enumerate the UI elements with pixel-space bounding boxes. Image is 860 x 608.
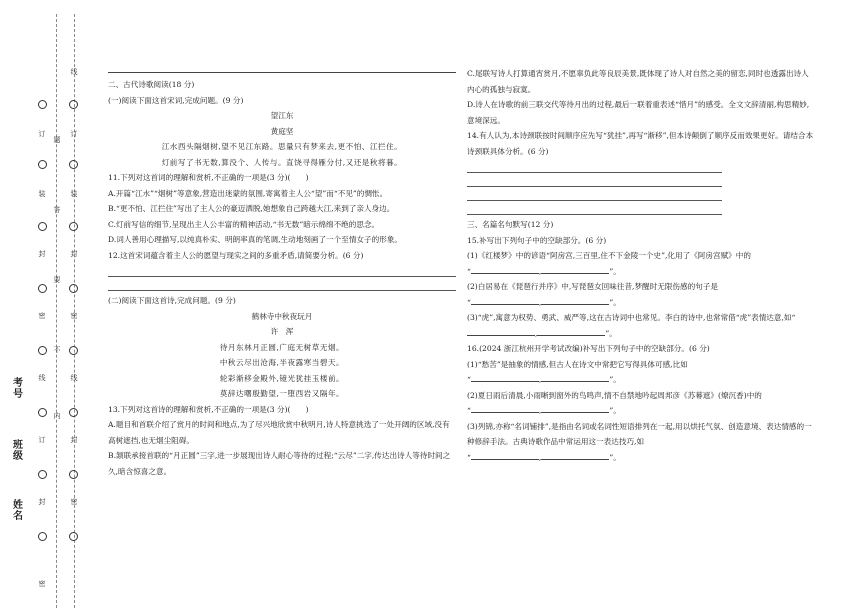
notice-char: 要	[53, 276, 61, 284]
question-16: 16.(2024 浙江杭州开学考试改编)补写出下列句子中的空缺部分。(6 分)	[467, 344, 710, 353]
q11-option-a: A.开篇“江水”“烟树”等意象,营造出迷蒙的氛围,寄寓着主人公“望”而“不见”的惆怅。	[108, 188, 388, 198]
q15-item-2: (2)白居易在《琵琶行并序》中,写琵琶女回味往昔,梦醒时无限伤感的句子是	[467, 282, 718, 291]
q13-option-c: C.尾联写诗人打算通宵赏月,不愿辜负此等良辰美景,既体现了诗人对自然之美的留恋,同时也透露出诗人内心的孤独与寂寞。	[467, 69, 809, 94]
fill-blank[interactable]	[467, 327, 535, 336]
exam-number-label: 考号	[13, 378, 23, 400]
poem2-author: 许 浑	[270, 327, 294, 336]
answer-line[interactable]	[108, 265, 456, 277]
seal-char: 线	[70, 68, 78, 76]
seal-char: 封	[38, 498, 46, 506]
seal-circle	[69, 532, 78, 541]
fill-blank[interactable]	[541, 451, 609, 460]
seal-circle	[38, 470, 47, 479]
seal-circle	[69, 470, 78, 479]
poem2-title: 鹤林寺中秋夜玩月	[251, 311, 313, 321]
seal-circle	[38, 100, 47, 109]
binding-margin	[0, 0, 90, 608]
seal-char: 装	[38, 190, 46, 198]
seal-circle	[69, 100, 78, 109]
q16-item-2-blanks: “ , ”。	[467, 406, 621, 415]
fill-blank[interactable]	[471, 451, 539, 460]
seal-circle	[69, 160, 78, 169]
notice-char: 答	[53, 206, 61, 214]
seal-circle	[38, 284, 47, 293]
q11-option-b: B.“更不怕、江拦住”写出了主人公的豪迈洒脱,她想象自己跨越大江,来到了亲人身边。	[108, 204, 395, 213]
section2-title: 二、古代诗歌阅读(18 分)	[108, 80, 195, 89]
seal-circle	[38, 160, 47, 169]
seal-circle	[38, 222, 47, 231]
fill-blank[interactable]	[471, 265, 539, 274]
q16-item-2: (2)夏日雨后清晨,小雨晰到窗外的鸟鸣声,情不自禁地吟起周邦彦《苏幕遮》(燎沉香)中的	[467, 390, 762, 400]
q11-option-c: C.灯前写信的细节,呈现出主人公丰富的精神活动,“书无数”暗示绵绵不绝的思念。	[108, 219, 380, 229]
seal-circle	[69, 222, 78, 231]
seal-char: 密	[38, 580, 46, 588]
question-13: 13.下列对这首诗的理解和赏析,不正确的一项是(3 分)( )	[108, 404, 309, 414]
q13-option-a: A.题目和首联介绍了赏月的时间和地点,为了尽兴地欣赏中秋明月,诗人特意挑选了一处开阔的区域,没有高树遮挡,也无烟尘阻碍。	[108, 420, 450, 445]
q16-item-1: (1)“愁苦”是抽象的情感,但古人在诗文中常把它写得具体可感,比如	[467, 359, 688, 369]
seal-circle	[38, 346, 47, 355]
fill-blank[interactable]	[471, 404, 539, 413]
seal-char: 线	[70, 374, 78, 382]
seal-circle	[69, 346, 78, 355]
right-column	[467, 66, 815, 465]
seal-circle	[69, 408, 78, 417]
section3-title: 三、名篇名句默写(12 分)	[467, 220, 554, 229]
fill-blank[interactable]	[541, 265, 609, 274]
q15-item-1: (1)《红楼梦》中的谚语“阿房宫,三百里,住不下金陵一个史”,化用了《阿房宫赋》中的	[467, 251, 751, 260]
notice-char: 内	[53, 412, 61, 420]
fill-blank[interactable]	[541, 296, 609, 305]
poem1-title: 望江东	[270, 111, 294, 120]
seal-circle	[69, 284, 78, 293]
q16-item-3-blanks: “ , ”。	[467, 452, 621, 462]
fill-blank[interactable]	[471, 373, 539, 382]
poem2-line: 中秋云尽出沧海,半夜露寒当碧天。	[219, 358, 345, 367]
question-14: 14.有人认为,本诗颈联按时间顺序应先写“犹挂”,再写“渐移”,但本诗颠倒了顺序反而效果更好。请结合本诗颈联具体分析。(6 分)	[467, 131, 814, 156]
binding-line-inner	[56, 14, 57, 608]
fill-blank[interactable]	[471, 296, 539, 305]
poem1-intro: (一)阅读下面这首宋词,完成问题。(9 分)	[108, 95, 244, 105]
question-11: 11.下列对这首词的理解和赏析,不正确的一项是(3 分)( )	[108, 173, 309, 182]
poem2-line: 轮彩渐移金殿外,镜光犹挂玉楼前。	[219, 373, 345, 383]
poem1-author: 黄庭坚	[270, 126, 294, 136]
notice-char: 不	[53, 346, 61, 354]
q15-item-2-blanks: “ , ”。	[467, 297, 621, 307]
poem2-line: 莫辞达曙殷勤望,一堕西岩又隔年。	[219, 389, 345, 398]
q11-option-d: D.词人善用心理描写,以纯真朴实、明朗率真的笔调,生动地刻画了一个至情女子的形象。	[108, 235, 403, 244]
seal-char: 密	[38, 312, 46, 320]
left-column	[108, 66, 456, 479]
seal-char: 订	[38, 436, 46, 444]
seal-circle	[38, 408, 47, 417]
seal-char: 密	[70, 312, 78, 320]
poem2-line: 待月东林月正圆,广庭无树草无烟。	[219, 342, 345, 352]
seal-char: 订	[70, 130, 78, 138]
answer-line[interactable]	[467, 189, 722, 201]
seal-char: 线	[38, 374, 46, 382]
answer-line[interactable]	[467, 175, 722, 187]
q16-item-1-blanks: “ , ”。	[467, 375, 621, 384]
top-answer-line	[108, 66, 456, 73]
fill-blank[interactable]	[541, 404, 609, 413]
seal-char: 密	[70, 498, 78, 506]
q16-item-3: (3)列锦,亦称“名词铺排”,是指由名词或名词性短语排列在一起,用以烘托气氛、创造意境、表达情感的一种修辞手法。古典诗歌作品中常运用这一表达技巧,如	[467, 421, 812, 446]
class-label: 班级	[13, 440, 23, 462]
q13-option-d: D.诗人在诗歌的前三联交代等待月出的过程,最后一联着重表述“惜月”的感受。全文文辞清丽,构思精妙,意境深远。	[467, 100, 810, 125]
poem1-line: 江水西头隔烟树,望不见江东路。思量只有梦来去,更不怕、江拦住。	[161, 142, 403, 151]
seal-char: 装	[70, 190, 78, 198]
fill-blank[interactable]	[541, 373, 609, 382]
q15-item-1-blanks: “ , ”。	[467, 266, 621, 276]
answer-line[interactable]	[108, 279, 456, 291]
question-15: 15.补写出下列句子中的空缺部分。(6 分)	[467, 235, 607, 245]
seal-char: 封	[70, 436, 78, 444]
q15-item-3: (3)“虎”,寓意为权势、勇武、威严等,这在古诗词中也常见。李白的诗中,也常常借“虎”表情达意,如“, ”。	[467, 313, 796, 338]
answer-line[interactable]	[467, 203, 722, 215]
fill-blank[interactable]	[537, 327, 605, 336]
poem2-intro: (二)阅读下面这首诗,完成问题。(9 分)	[108, 296, 236, 305]
answer-line[interactable]	[467, 161, 722, 173]
seal-circle	[38, 532, 47, 541]
q13-option-b: B.颔联承接首联的“月正圆”三字,进一步展现出诗人耐心等待的过程;“云尽”二字,传达出诗人等待时间之久,暗含惊喜之意。	[108, 451, 451, 476]
poem1-line: 灯前写了书无数,算没个、人传与。直饶寻得雁分付,又还是秋将暮。	[161, 157, 403, 167]
seal-char: 订	[38, 130, 46, 138]
notice-char: 题	[53, 136, 61, 144]
seal-char: 封	[70, 250, 78, 258]
name-label: 姓名	[13, 500, 23, 522]
question-12: 12.这首宋词蕴含着主人公的愿望与现实之间的多重矛盾,请简要分析。(6 分)	[108, 250, 364, 260]
seal-char: 封	[38, 250, 46, 258]
